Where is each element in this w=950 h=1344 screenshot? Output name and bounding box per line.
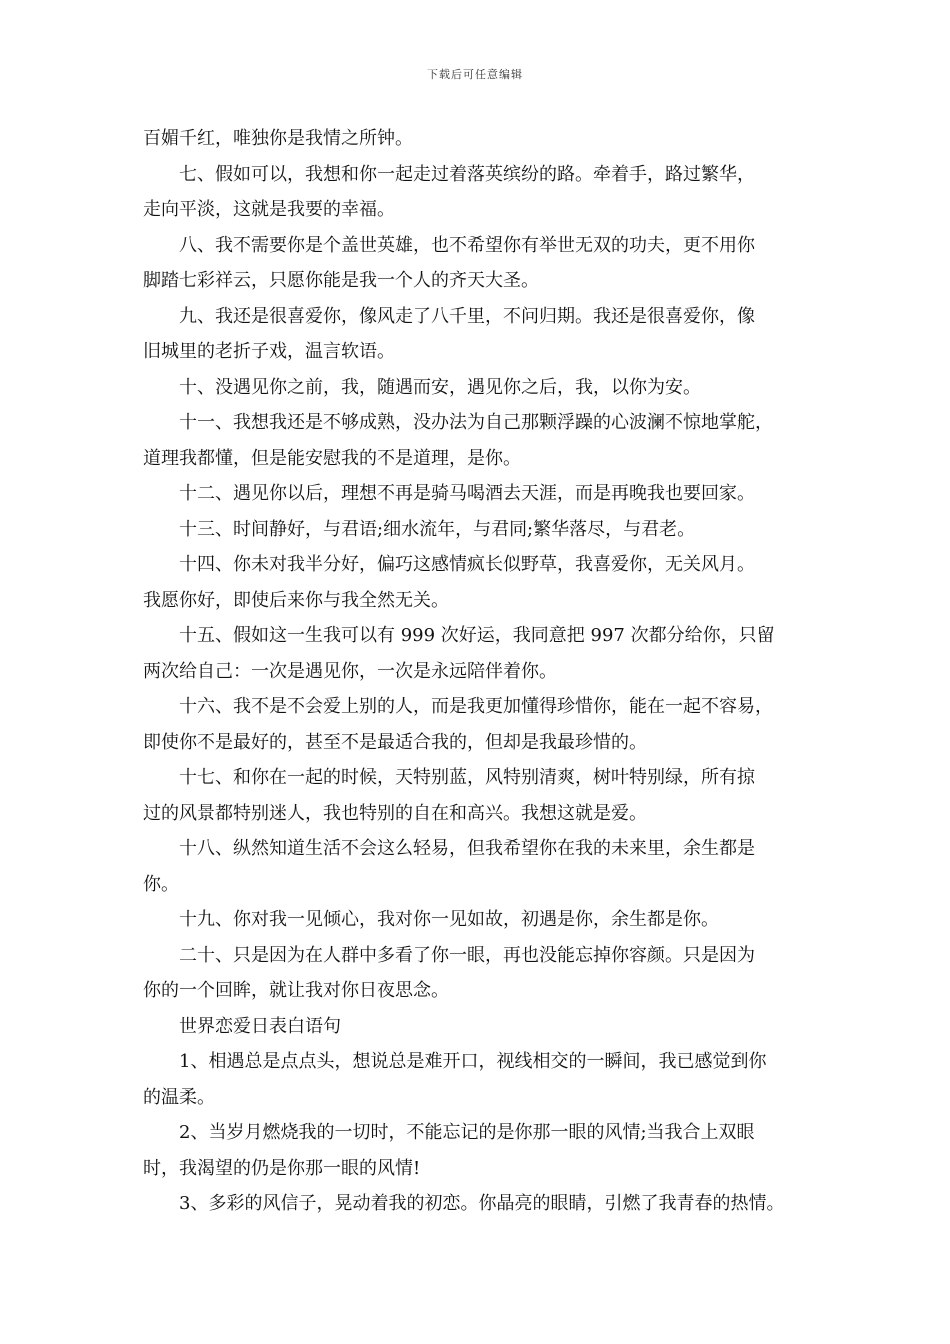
text-line: 旧城里的老折子戏，温言软语。 — [143, 341, 395, 362]
paragraph — [143, 370, 823, 406]
text-line: 的温柔。 — [143, 1086, 215, 1108]
paragraph — [143, 689, 823, 760]
text-line: 2、当岁月燃烧我的一切时，不能忘记的是你那一眼的风情;当我合上双眼 — [179, 1122, 755, 1143]
text-line: 时，我渴望的仍是你那一眼的风情! — [143, 1157, 421, 1179]
text-line: 十四、你未对我半分好，偏巧这感情疯长似野草，我喜爱你，无关风月。 — [179, 554, 755, 575]
paragraph — [143, 547, 823, 618]
text-line: 十六、我不是不会爱上别的人，而是我更加懂得珍惜你，能在一起不容易， — [179, 696, 773, 717]
text-line: 过的风景都特别迷人，我也特别的自在和高兴。我想这就是爱。 — [143, 802, 647, 824]
paragraph — [143, 1044, 823, 1115]
paragraph — [143, 476, 823, 512]
document-body — [143, 121, 823, 1222]
text-line: 百媚千红，唯独你是我情之所钟。 — [143, 128, 413, 149]
paragraph — [143, 618, 823, 689]
text-line: 十一、我想我还是不够成熟，没办法为自己那颗浮躁的心波澜不惊地掌舵， — [179, 412, 773, 433]
paragraph — [143, 405, 823, 476]
text-line: 十七、和你在一起的时候，天特别蓝，风特别清爽，树叶特别绿，所有掠 — [179, 767, 755, 788]
text-line: 你。 — [143, 873, 179, 895]
text-line: 我愿你好，即使后来你与我全然无关。 — [143, 589, 449, 611]
page-header: 下载后可任意编辑 — [427, 68, 523, 81]
text-line: 道理我都懂，但是能安慰我的不是道理，是你。 — [143, 447, 521, 469]
text-line: 十二、遇见你以后，理想不再是骑马喝酒去天涯，而是再晚我也要回家。 — [179, 483, 755, 504]
text-line: 3、多彩的风信子，晃动着我的初恋。你晶亮的眼睛，引燃了我青春的热情。 — [179, 1193, 785, 1214]
text-line: 七、假如可以，我想和你一起走过着落英缤纷的路。牵着手，路过繁华， — [179, 163, 755, 185]
paragraph — [143, 228, 823, 299]
text-line: 世界恋爱日表白语句 — [179, 1015, 341, 1037]
paragraph — [143, 1186, 823, 1222]
paragraph — [143, 512, 823, 548]
text-line: 十九、你对我一见倾心，我对你一见如故，初遇是你，余生都是你。 — [179, 909, 719, 930]
text-line: 脚踏七彩祥云，只愿你能是我一个人的齐天大圣。 — [143, 270, 539, 291]
paragraph — [143, 760, 823, 831]
text-line: 十五、假如这一生我可以有 999 次好运，我同意把 997 次都分给你，只留 — [179, 625, 775, 646]
paragraph — [143, 902, 823, 938]
paragraph — [143, 121, 823, 157]
text-line: 你的一个回眸，就让我对你日夜思念。 — [143, 980, 449, 1001]
paragraph — [143, 157, 823, 228]
paragraph — [143, 938, 823, 1009]
text-line: 九、我还是很喜爱你，像风走了八千里，不问归期。我还是很喜爱你，像 — [179, 305, 755, 327]
text-line: 1、相遇总是点点头，想说总是难开口，视线相交的一瞬间，我已感觉到你 — [179, 1051, 767, 1072]
text-line: 十、没遇见你之前，我，随遇而安，遇见你之后，我，以你为安。 — [179, 376, 701, 398]
text-line: 走向平淡，这就是我要的幸福。 — [143, 199, 395, 220]
text-line: 十八、纵然知道生活不会这么轻易，但我希望你在我的未来里，余生都是 — [179, 838, 755, 859]
text-line: 十三、时间静好，与君语;细水流年，与君同;繁华落尽，与君老。 — [179, 518, 696, 540]
text-line: 两次给自己：一次是遇见你，一次是永远陪伴着你。 — [143, 660, 557, 682]
paragraph — [143, 1115, 823, 1186]
paragraph — [143, 1009, 823, 1045]
text-line: 即使你不是最好的，甚至不是最适合我的，但却是我最珍惜的。 — [143, 731, 647, 753]
paragraph — [143, 299, 823, 370]
text-line: 二十、只是因为在人群中多看了你一眼，再也没能忘掉你容颜。只是因为 — [179, 944, 755, 966]
paragraph — [143, 831, 823, 902]
text-line: 八、我不需要你是个盖世英雄，也不希望你有举世无双的功夫，更不用你 — [179, 234, 755, 256]
